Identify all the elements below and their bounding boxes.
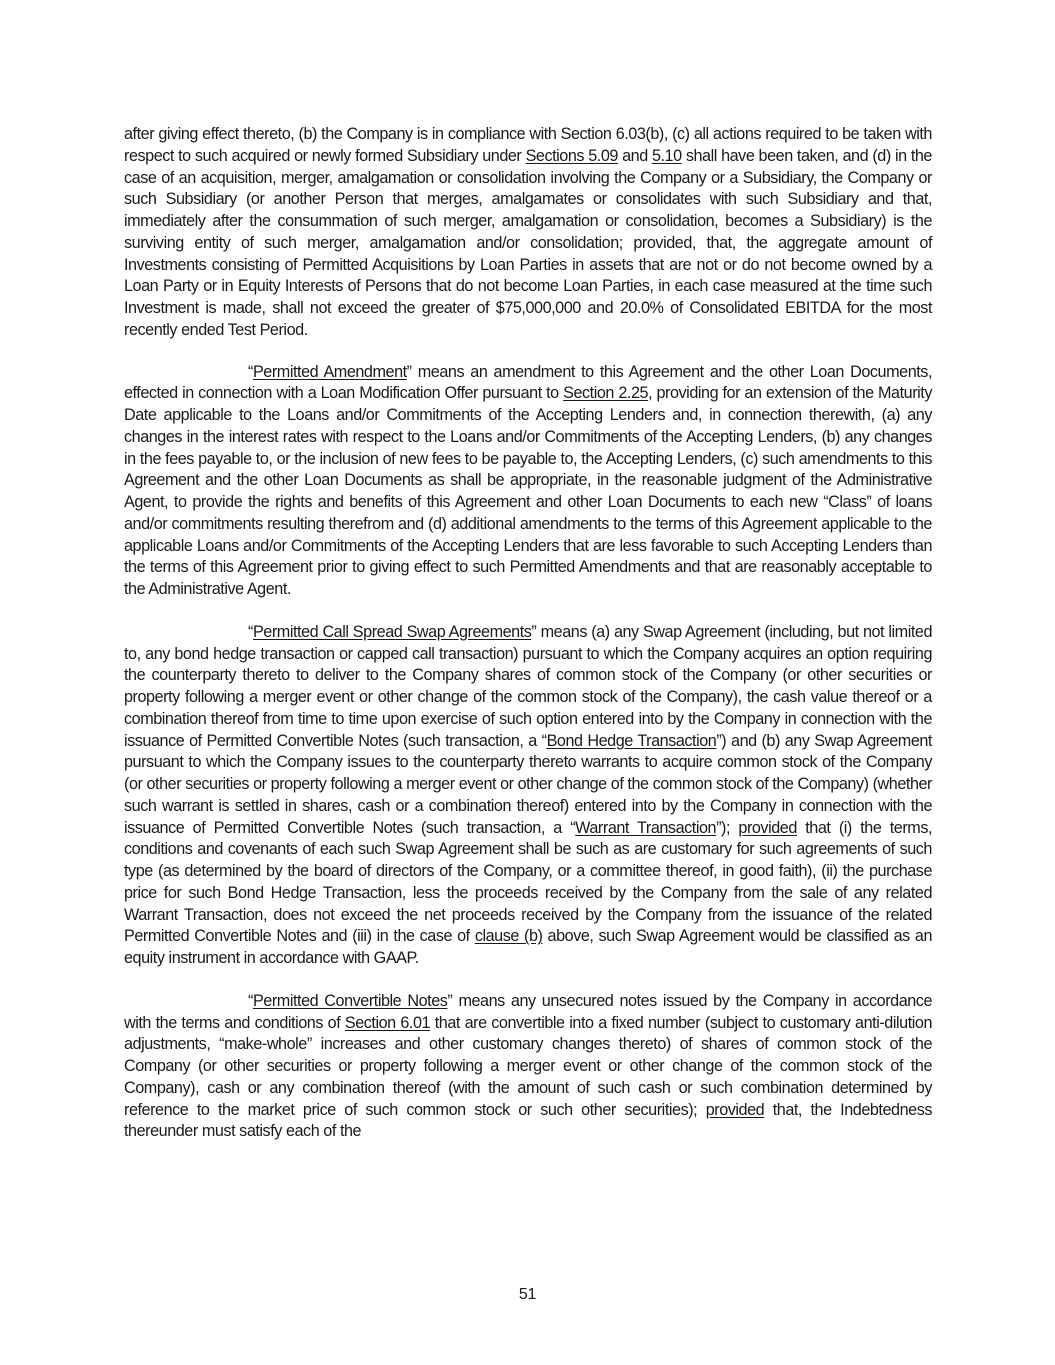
text-span: that (i) the terms, conditions and covenants of each such Swap Agreement shall be such as are customary for such agreements of such type (as determined by the board of directors of the Company, or a committee thereof, in good faith), (ii) the purchase price for such Bond Hedge Transaction, less the proceeds received by the Company from the sale of any related Warrant Transaction, does not exceed the net proceeds received by the Company from the issuance of the related Permitted Convertible Notes and (iii) in the case of: [124, 818, 933, 946]
paragraph-permitted-acquisition-continuation: [124, 124, 932, 342]
page-number: 51: [518, 1286, 537, 1303]
provided-keyword: provided: [705, 1100, 765, 1119]
text-span: that are convertible into a fixed number (subject to customary anti-dilution adjustments, “make-whole” increases and other customary changes thereto) of shares of common stock of the Company (or other securities or property following a merger event or other change of the common stock of the Company), cash or any combination thereof (with the amount of such cash or such combination determined by reference to the market price of such common stock or such other securities);: [124, 1013, 932, 1119]
text-span: shall have been taken, and (d) in the case of an acquisition, merger, amalgamation or consolidation involving the Company or a Subsidiary, the Company or such Subsidiary (or another Person that merges, amalgamates or consolidates with such Subsidiary and that, immediately after the consummation of such merger, amalgamation or consolidation, becomes a Subsidiary) is the surviving entity of such merger, amalgamation and/or consolidation; provided, that, the aggregate amount of Investments consisting of Permitted Acquisitions by Loan Parties in assets that are not or do not become owned by a Loan Party or in Equity Interests of Persons that do not become Loan Parties, in each case measured at the time such Investment is made, shall not exceed the greater of $75,000,000 and 20.0% of Consolidated EBITDA for the most recently ended Test Period.: [124, 146, 932, 339]
cross-reference-clause-b: clause (b): [474, 927, 543, 946]
cross-reference-section-6-01: Section 6.01: [344, 1013, 431, 1032]
paragraph-permitted-amendment: [124, 362, 932, 601]
paragraph-permitted-convertible-notes: [124, 991, 932, 1143]
text-span: ” means (a) any Swap Agreement (including, but not limited to, any bond hedge transaction or capped call transaction) pursuant to which the Company acquires an option requiring the counterparty thereto to deliver to the Company shares of common stock of the Company (or other securities or property following a merger event or other change of the common stock of the Company), the cash value thereof or a combination thereof from time to time upon exercise of such option entered into by the Company in connection with the issuance of Permitted Convertible Notes (such transaction, a “: [124, 622, 932, 750]
cross-reference-5-10: 5.10: [651, 146, 682, 165]
text-span: ” means an amendment to this Agreement and the other Loan Documents, effected in connection with a Loan Modification Offer pursuant to: [124, 362, 932, 403]
text-span: ”) and (b) any Swap Agreement pursuant to which the Company issues to the counterparty thereto warrants to acquire common stock of the Company (or other securities or property following a merger event or other change of the common stock of the Company) (whether such warrant is settled in shares, cash or a combination thereof) entered into by the Company in connection with the issuance of Permitted Convertible Notes (such transaction, a “: [124, 731, 932, 837]
document-page: [124, 124, 932, 1143]
text-span: after giving effect thereto, (b) the Company is in compliance with Section 6.03(b), (c) all actions required to be taken with respect to such acquired or newly formed Subsidiary under: [124, 125, 932, 165]
cross-reference-section-2-25: Section 2.25: [563, 384, 649, 403]
defined-term-bond-hedge-transaction: Bond Hedge Transaction: [546, 731, 717, 750]
defined-term-permitted-call-spread-swap-agreements: Permitted Call Spread Swap Agreements: [252, 622, 532, 641]
open-quote: “: [248, 362, 253, 381]
defined-term-permitted-amendment: Permitted Amendment: [252, 362, 407, 381]
cross-reference-sections-5-09: Sections 5.09: [525, 146, 618, 165]
defined-term-warrant-transaction: Warrant Transaction: [575, 818, 717, 837]
text-span: ”);: [716, 818, 739, 837]
text-span: , providing for an extension of the Maturity Date applicable to the Loans and/or Commitments of the Accepting Lenders and, in connection therewith, (a) any changes in the interest rates with respect to the Loans and/or Commitments of the Accepting Lenders, (b) any changes in the fees payable to, or the inclusion of new fees to be payable to, the Accepting Lenders, (c) such amendments to this Agreement and the other Loan Documents as shall be appropriate, in the reasonable judgment of the Administrative Agent, to provide the rights and benefits of this Agreement and other Loan Documents to each new “Class” of loans and/or commitments resulting therefrom and (d) additional amendments to the terms of this Agreement applicable to the applicable Loans and/or Commitments of the Accepting Lenders that are less favorable to such Accepting Lenders than the terms of this Agreement prior to giving effect to such Permitted Amendments and that are reasonably acceptable to the Administrative Agent.: [124, 384, 932, 598]
text-span: that, the Indebtedness thereunder must satisfy each of the: [124, 1100, 932, 1141]
text-span: above, such Swap Agreement would be classified as an equity instrument in accordance with GAAP.: [124, 927, 933, 967]
text-span: and: [617, 146, 652, 165]
text-span: ” means any unsecured notes issued by the Company in accordance with the terms and conditions of: [124, 991, 932, 1032]
provided-keyword: provided: [738, 818, 797, 837]
paragraph-permitted-call-spread-swap-agreements: [124, 622, 932, 970]
defined-term-permitted-convertible-notes: Permitted Convertible Notes: [252, 991, 448, 1010]
open-quote: “: [248, 991, 253, 1010]
open-quote: “: [248, 622, 253, 641]
